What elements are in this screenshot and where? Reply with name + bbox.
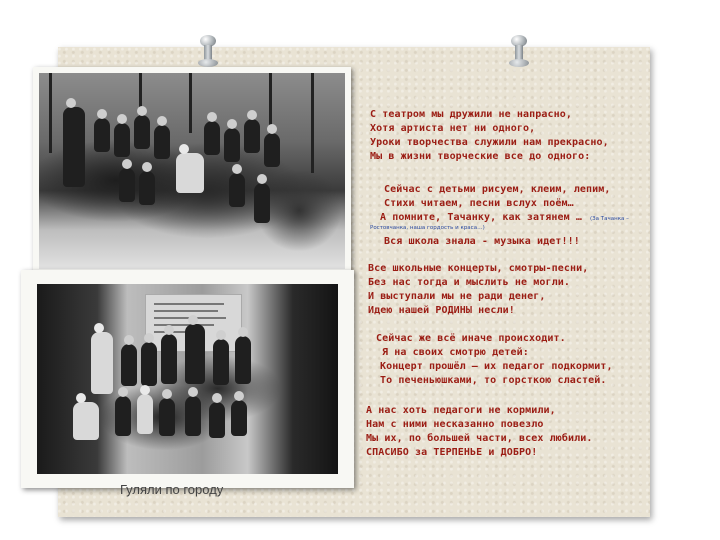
poem-stanza-3 bbox=[368, 262, 588, 318]
monument-group-photo bbox=[21, 270, 354, 488]
poem-line: Нам с ними несказанно повезло bbox=[366, 419, 544, 430]
poem-line: Я на своих смотрю детей: bbox=[382, 347, 529, 358]
poem-line: Хотя артиста нет ни одного, bbox=[370, 123, 536, 134]
poem-line: Все школьные концерты, смотры-песни, bbox=[368, 263, 589, 274]
poem-stanza-5 bbox=[366, 404, 592, 460]
poem-line: СПАСИБО за ТЕРПЕНЬЕ и ДОБРО! bbox=[366, 447, 538, 458]
poem-line: Мы в жизни творческие все до одного: bbox=[370, 151, 591, 162]
poem-line: А нас хоть педагоги не кормили, bbox=[366, 405, 556, 416]
poem-stanza-2 bbox=[384, 183, 610, 211]
push-pin-icon bbox=[198, 35, 218, 69]
poem-line: Стихи читаем, песни вслух поём… bbox=[384, 198, 574, 209]
push-pin-icon bbox=[509, 35, 529, 69]
poem-note-inline: (За Тачанка – bbox=[590, 216, 629, 222]
poem-stanza-1 bbox=[370, 108, 609, 164]
poem-line: То печеньюшками, то горсткою сластей. bbox=[380, 375, 607, 386]
poem-line: С театром мы дружили не напрасно, bbox=[370, 109, 572, 120]
poem-line: Вся школа знала - музыка идет!!! bbox=[384, 236, 580, 247]
poem-line: Идею нашей РОДИНЫ несли! bbox=[368, 305, 515, 316]
poem-line: Сейчас же всё иначе происходит. bbox=[376, 333, 566, 344]
poem-line: И выступали мы не ради денег, bbox=[368, 291, 546, 302]
poem-line: Мы их, по большей части, всех любили. bbox=[366, 433, 593, 444]
poem-stanza-4 bbox=[376, 332, 613, 388]
winter-group-photo bbox=[33, 67, 351, 275]
poem-note-line: Ростовчанка, наша гордость и краса…) bbox=[370, 225, 485, 231]
poem-line: Уроки творчества служили нам прекрасно, bbox=[370, 137, 609, 148]
poem-line: Без нас тогда и мыслить не могли. bbox=[368, 277, 570, 288]
poem-line: Сейчас с детьми рисуем, клеим, лепим, bbox=[384, 184, 611, 195]
poem-line: А помните, Тачанку, как затянем … bbox=[380, 212, 582, 223]
photo-caption: Гуляли по городу bbox=[120, 482, 224, 497]
poem-line: Концерт прошёл – их педагог подкормит, bbox=[380, 361, 613, 372]
